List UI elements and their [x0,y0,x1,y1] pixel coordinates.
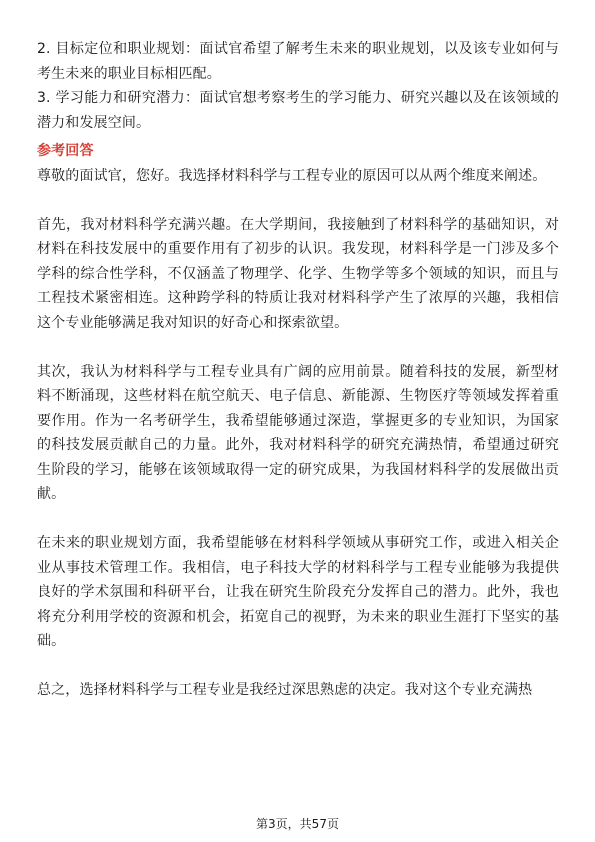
paragraph-first-reason: 首先，我对材料科学充满兴趣。在大学期间，我接触到了材料科学的基础知识，对材料在科技发展中的重要作用有了初步的认识。我发现，材料科学是一门涉及多个学科的综合性学科，不仅涵盖了物理学、化学、生物学等多个领域的知识，而且与工程技术紧密相连。这种跨学科的特质让我对材料科学产生了浓厚的兴趣，我相信这个专业能够满足我对知识的好奇心和探索欲望。 [37,216,559,331]
paragraph-career-plan: 在未来的职业规划方面，我希望能够在材料科学领域从事研究工作，或进入相关企业从事技术管理工作。我相信，电子科技大学的材料科学与工程专业能够为我提供良好的学术氛围和科研平台，让我在研究生阶段充分发挥自己的潜力。此外，我也将充分利用学校的资源和机会，拓宽自己的视野，为未来的职业生涯打下坚实的基础。 [37,535,559,649]
paragraph-spacer [37,188,559,213]
list-item-career-planning: 2. 目标定位和职业规划：面试官希望了解考生未来的职业规划，以及该专业如何与考生未来的职业目标相匹配。 [37,41,559,82]
page-content [37,37,559,703]
section-heading: 参考回答 [37,143,94,159]
page-number-footer: 第3页，共57页 [256,817,339,831]
paragraph-spacer [37,335,559,360]
paragraph-spacer [37,654,559,679]
list-item-learning-ability: 3. 学习能力和研究潜力：面试官想考察考生的学习能力、研究兴趣以及在该领域的潜力和发展空间。 [37,90,559,131]
paragraph-second-reason: 其次，我认为材料科学与工程专业具有广阔的应用前景。随着科技的发展，新型材料不断涌现，这些材料在航空航天、电子信息、新能源、生物医疗等领域发挥着重要作用。作为一名考研学生，我希望能够通过深造，掌握更多的专业知识，为国家的科技发展贡献自己的力量。此外，我对材料科学的研究充满热情，希望通过研究生阶段的学习，能够在该领域取得一定的研究成果，为我国材料科学的发展做出贡献。 [37,363,559,502]
paragraph-conclusion: 总之，选择材料科学与工程专业是我经过深思熟虑的决定。我对这个专业充满热 [37,682,533,698]
paragraph-greeting: 尊敬的面试官，您好。我选择材料科学与工程专业的原因可以从两个维度来阐述。 [37,167,547,184]
paragraph-spacer [37,507,559,532]
